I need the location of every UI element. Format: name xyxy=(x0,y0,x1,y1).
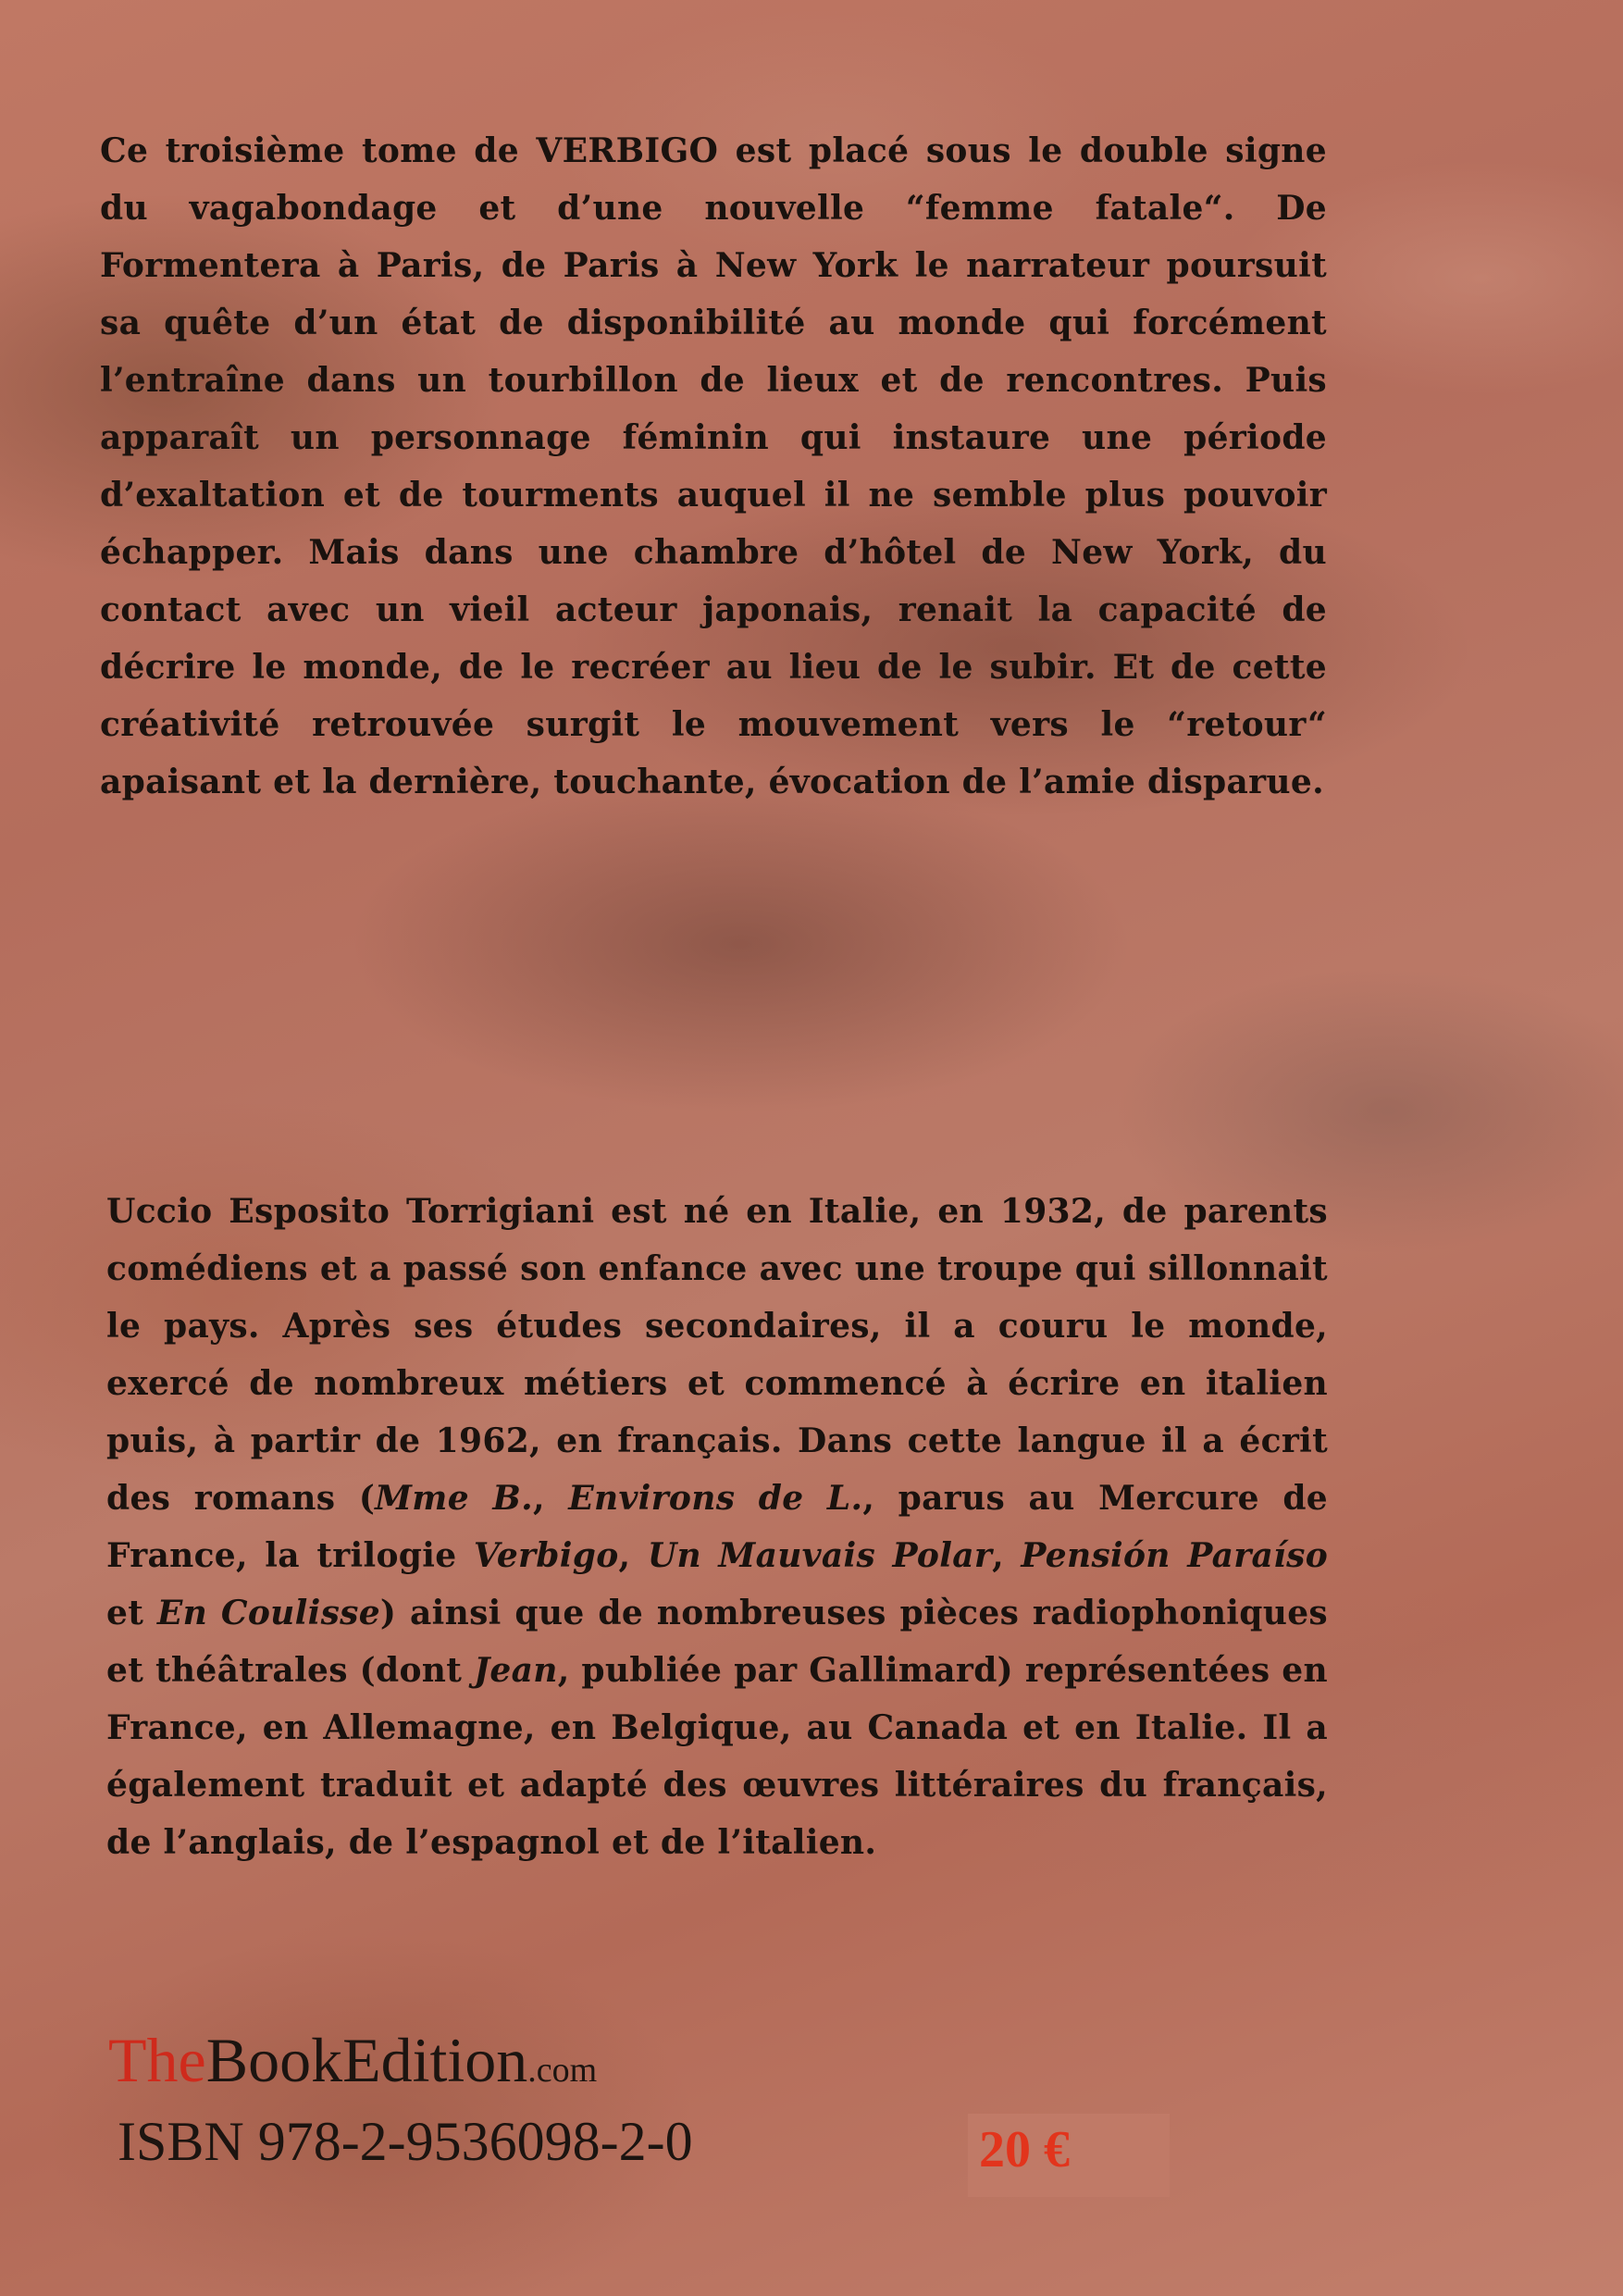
logo-tld: .com xyxy=(527,2051,598,2090)
publisher-logo xyxy=(108,2023,756,2097)
book-title-verbigo: Verbigo xyxy=(473,1536,619,1575)
synopsis-text xyxy=(100,122,1327,811)
book-title-mme-b: Mme B. xyxy=(375,1479,533,1518)
book-title-pension: Pensión Paraíso xyxy=(1021,1536,1329,1575)
bio-text-1: Uccio Esposito Torrigiani est né en Italie, en 1932, de parents comédiens et a passé son enfance avec une troupe qui sillonnait le pays. Après ses études secondaires, il a couru le monde, exercé de nombreux métiers et commencé à écrire en italien puis, à partir de 1962, en français. Dans cette langue il a écrit des romans ( xyxy=(106,1192,1328,1518)
bio-text-3: et xyxy=(106,1594,157,1632)
bio-text-2: , parus au Mercure de France, la trilogie xyxy=(106,1479,1329,1575)
book-title-environs: Environs de L. xyxy=(568,1479,863,1518)
author-bio xyxy=(106,1183,1328,1871)
bio-separator-1: , xyxy=(532,1479,569,1518)
isbn-number: ISBN 978-2-9536098-2-0 xyxy=(118,2111,693,2172)
play-title-jean: Jean xyxy=(474,1651,558,1690)
synopsis-paragraph: Ce troisième tome de VERBIGO est placé sous le double signe du vagabondage et d’une nouvelle “femme fatale“. De Formentera à Paris, de Paris à New York le narrateur poursuit sa quête d’un état de disponibilité au monde qui forcément l’entraîne dans un tourbillon de lieux et de rencontres. Puis apparaît un personnage féminin qui instaure une période d’exaltation et de tourments auquel il ne semble plus pouvoir échapper. Mais dans une chambre d’hôtel de New York, du contact avec un vieil acteur japonais, renait la capacité de décrire le monde, de le recréer au lieu de le subir. Et de cette créativité retrouvée surgit le mouvement vers le “retour“ apaisant et la dernière, touchante, évocation de l’amie disparue. xyxy=(100,131,1327,801)
author-bio-paragraph xyxy=(106,1183,1328,1871)
bio-text-4: ) ainsi que de nombreuses pièces radiophoniques et théâtrales (dont xyxy=(106,1594,1328,1690)
price-tag xyxy=(968,2114,1170,2197)
logo-bookedition: BookEdition xyxy=(205,2025,528,2095)
book-title-polar: Un Mauvais Polar xyxy=(647,1536,993,1575)
bio-text-5: , publiée par Gallimard) représentées en France, en Allemagne, en Belgique, au Canada et en Italie. Il a également traduit et adapté des œuvres littéraires du français, de l’anglais, de l’espagnol et de l’italien. xyxy=(106,1651,1328,1862)
bio-separator-3: , xyxy=(992,1536,1022,1575)
book-title-coulisse: En Coulisse xyxy=(156,1594,380,1632)
logo-the: The xyxy=(108,2025,206,2095)
price-label: 20 € xyxy=(979,2121,1070,2178)
bio-separator-2: , xyxy=(618,1536,648,1575)
